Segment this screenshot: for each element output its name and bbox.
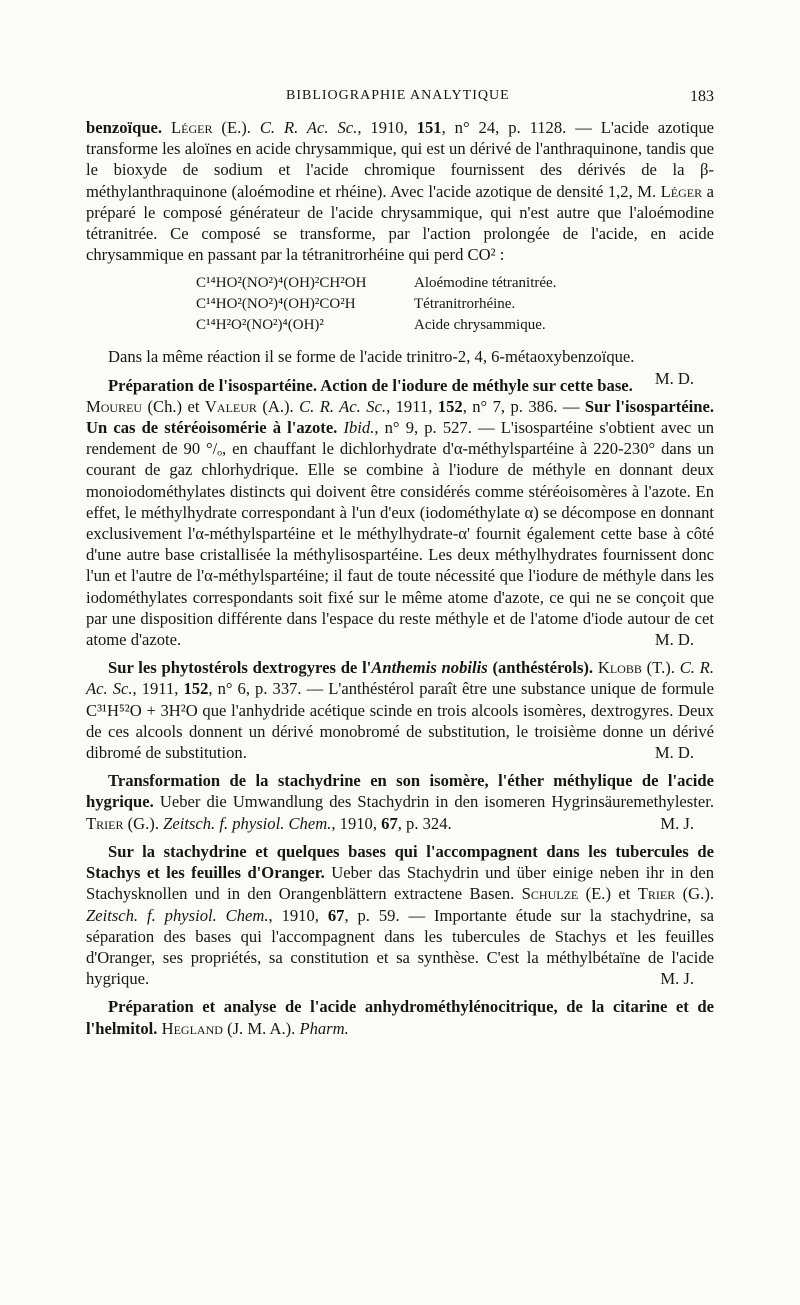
signature: M. J. (660, 813, 694, 833)
reference: , n° 7, p. 386. — (462, 396, 585, 416)
entry-heading: Sur l'isospartéine. Un cas de stéréoisomérie à l'azote. (86, 396, 714, 438)
reference: , 1910, (357, 118, 417, 137)
author: Klobb (597, 658, 642, 678)
abstract-text: Ueber das Stachydrin und über einige neben ihr in den Stachysknollen und in den Orangenblättern extractene Basen. (86, 863, 714, 904)
formula: C¹⁴HO²(NO²)⁴(OH)²CH²OH (196, 275, 367, 292)
entry-heading: Sur la stachydrine et quelques bases qui l'accompagnent dans les tubercules de Stachys et les feuilles d'Oranger. (86, 841, 714, 883)
reference: , 1911, (132, 679, 184, 699)
author: Hegland (161, 1018, 223, 1038)
author: Moureu (86, 396, 143, 416)
journal: Pharm. (299, 1018, 349, 1038)
author: Valeur (204, 396, 257, 416)
signature: M. D. (654, 743, 694, 763)
entry-benzoique (86, 117, 714, 265)
formula-row (86, 315, 714, 336)
journal: Ibid. (343, 418, 375, 438)
reference: , 1910, (268, 905, 328, 925)
journal: C. R. Ac. Sc. (299, 396, 387, 416)
abstract-text: , n° 6, p. 337. — L'anthéstérol paraît être une substance unique de formule C³¹H⁵²O + 3H²O que l'anhydride acétique scinde en trois alcools isomères, dextrogyres. Deux de ces alcools donnent un dérivé monobromé de substitution, le troisième donne un dérivé dibromé de substitution. (86, 679, 714, 763)
author: Schulze (521, 884, 579, 904)
reference: (Ch.) et (142, 396, 205, 416)
entry-heading: Préparation de l'isospartéine. Action de l'iodure de méthyle sur cette base. (108, 375, 633, 395)
formula-name: Tétranitrorhéine. (414, 296, 516, 313)
reference: (E.) et (578, 884, 638, 904)
reference: (J. M. A.). (222, 1018, 300, 1038)
abstract-text: Dans la même réaction il se forme de l'acide trinitro-2, 4, 6-métaoxybenzoïque. (108, 347, 635, 367)
journal: Zeitsch. f. physiol. Chem. (86, 905, 269, 925)
entry-acide-anhydromethylenocitrique (86, 996, 714, 1038)
entry-stachydrine-bases (86, 841, 714, 989)
formula-name: Aloémodine tétranitrée. (414, 275, 557, 292)
entry-heading: benzoïque. (86, 118, 163, 137)
reference: , 1910, (331, 813, 382, 833)
formula-list (86, 273, 714, 336)
entry-stachydrine-isomere (86, 770, 714, 834)
formula: C¹⁴HO²(NO²)⁴(OH)²CO²H (196, 296, 356, 313)
reference: (G.). (123, 813, 164, 833)
reference: (T.). (641, 658, 680, 678)
reference: , p. 324. (397, 813, 452, 833)
entry-heading: (anthéstérols). (487, 658, 594, 678)
formula-name: Acide chrysammique. (414, 317, 546, 334)
journal: Zeitsch. f. physiol. Chem. (163, 813, 332, 833)
entry-heading: Transformation de la stachydrine en son isomère, l'éther méthylique de l'acide hygrique. (86, 771, 714, 812)
volume: 67 (381, 813, 398, 833)
author: Trier (86, 813, 124, 833)
journal: C. R. Ac. Sc. (259, 118, 358, 137)
abstract-text: Ueber die Umwandlung des Stachydrin in den isomeren Hygrinsäuremethylester. (153, 792, 714, 812)
author: Léger (660, 181, 703, 201)
reference: (G.). (675, 884, 714, 904)
entry-heading: Préparation et analyse de l'acide anhydrométhylénocitrique, de la citarine et de l'helmitol. (86, 997, 714, 1038)
signature: M. D. (654, 630, 694, 650)
reference: (A.). (256, 396, 300, 416)
entry-heading: Sur les phytostérols dextrogyres de l' (108, 658, 372, 678)
abstract-text: , p. 59. — Importante étude sur la stachydrine, sa séparation des bases qui l'accompagnent dans les tubercules de Stachys et les feuilles d'Oranger, ses propriétés, sa constitution et sa synthèse. C'est la méthylbétaïne de l'acide hygrique. (86, 905, 715, 989)
formula-row (86, 273, 714, 294)
abstract-text: , n° 9, p. 527. — L'isospartéine s'obtient avec un rendement de 90 °/ₒ, en chauffant le dichlorhydrate d'α-méthylspartéine à 220-230° dans un courant de gaz chlorhydrique. Elle se combine à l'iodure de méthyle en donnant deux monoiodométhylates distincts qui doivent être considérés comme stéréoisomères à l'azote. En effet, le méthylhydrate correspondant à l'un d'eux (iodométhylate α) se décompose en donnant exclusivement l'α-méthylspartéine et le méthylhydrate-α' fournit également cette base à côté d'une autre base cristallisée la méthylisospartéine. Les deux méthylhydrates fournissent donc l'un et l'autre de l'α-méthylspartéine; il faut de toute nécessité que l'iodure de méthyle dans les iodométhylates correspondants soit fixé sur le même atome d'azote, ce qui ne se conçoit que par une disposition différente dans l'espace du reste méthyle et de l'atome d'iode autour de cet atome d'azote. (86, 418, 714, 650)
entry-heading-species: Anthemis nobilis (371, 658, 488, 678)
author-initials: (E.). (221, 118, 251, 137)
author: Léger (171, 118, 213, 137)
abstract-text: a préparé le composé générateur de l'acide chrysammique, qui n'est autre que l'aloémodine tétranitrée. Ce composé se transforme, par l'action prolongée de l'acide, en acide chrysammique en passant par la tétranitrorhéine qui perd CO² : (86, 181, 714, 265)
signature: M. J. (660, 969, 694, 989)
formula: C¹⁴H²O²(NO²)⁴(OH)² (196, 317, 324, 334)
volume: 67 (327, 905, 345, 925)
author: Trier (637, 884, 676, 904)
formula-row (86, 294, 714, 315)
journal: C. R. Ac. Sc. (86, 658, 714, 699)
entry-isosparteine (86, 375, 714, 651)
volume: 151 (416, 118, 442, 137)
signature: M. D. (654, 368, 694, 388)
reference: , 1911, (386, 396, 438, 416)
running-header (86, 88, 714, 110)
article-body (86, 117, 714, 1046)
entry-phytosterols (86, 657, 714, 763)
volume: 152 (183, 679, 209, 699)
abstract-text: , n° 24, p. 1128. — L'acide azotique transforme les aloïnes en acide chrysammique, qui est un dérivé de l'anthraquinone, tandis que le bioxyde de sodium et l'acide chromique fournissent des dérivés de la β-méthylanthraquinone (aloémodine et rhéine). Avec l'acide azotique de densité 1,2, M. (86, 118, 715, 201)
volume: 152 (437, 396, 463, 416)
page-number: 183 (690, 88, 714, 105)
header-title: BIBLIOGRAPHIE ANALYTIQUE (286, 88, 510, 103)
